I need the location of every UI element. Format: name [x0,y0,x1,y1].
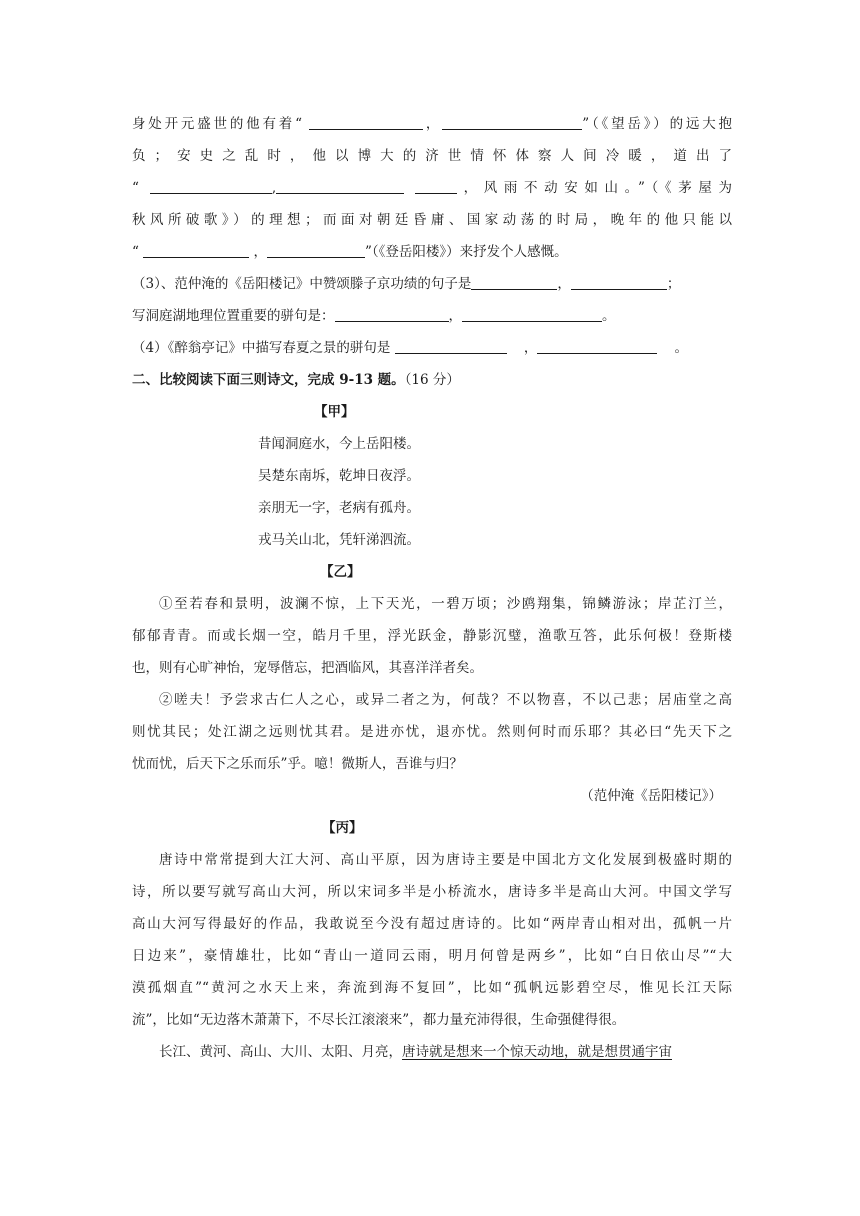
paragraph-line: 诗，所以要写就写高山大河，所以宋词多半是小桥流水，唐诗多半是高山大河。中国文学写 [132,884,732,900]
q8-line-5 [132,236,732,268]
text: ”（《登岳阳楼》）来抒发个人感慨。 [365,244,568,260]
answer-blank[interactable] [442,113,582,130]
answer-blank[interactable] [462,305,602,322]
text: ， [557,276,571,292]
answer-blank[interactable] [471,273,557,290]
text: , [271,180,277,196]
answer-blank[interactable] [150,177,272,194]
poem-label-jia [132,396,732,428]
paragraph-line: 忧而忧，后天下之乐而乐”乎。噫！微斯人，吾谁与归？ [132,756,463,772]
answer-blank[interactable] [571,273,667,290]
q8-part-3-line-2 [132,300,732,332]
q8-part-3-line-1 [132,268,732,300]
text: 【乙】 [320,564,361,580]
text: ， [423,116,443,132]
text: ”（《望岳》）的远大抱 [582,116,733,132]
paragraph-line: 日边来”，豪情雄壮，比如“青山一道同云雨，明月何曾是两乡”，比如“白日依山尽”“大 [132,948,732,964]
poem-line: 亲朋无一字，老病有孤舟。 [258,500,420,516]
source-citation: （范仲淹《岳阳楼记》） [580,788,722,804]
paragraph-line: 高山大河写得最好的作品，我敢说至今没有超过唐诗的。比如“两岸青山相对出，孤帆一片 [132,916,732,932]
text: 身处开元盛世的他有着“ [132,116,303,132]
poem-line: 吴楚东南坼，乾坤日夜浮。 [258,468,420,484]
section-2-heading [132,364,732,396]
answer-blank[interactable] [276,177,404,194]
paragraph-line: 郁郁青青。而或长烟一空，皓月千里，浮光跃金，静影沉璧，渔歌互答，此乐何极！登斯楼 [132,628,732,644]
text: 【甲】 [314,404,355,420]
answer-blank[interactable] [309,113,423,130]
text: ； [666,276,681,292]
text: 长江、黄河、高山、大川、太阳、月亮， [159,1044,402,1060]
poem-line: 昔闻洞庭水，今上岳阳楼。 [258,436,420,452]
answer-blank[interactable] [395,337,507,354]
text-label-yi [132,556,732,588]
q8-line-1 [132,108,732,140]
paragraph-line: 则忧其民；处江湖之远则忧其君。是进亦忧，退亦忧。然则何时而乐耶？其必曰“先天下之 [132,724,732,740]
text: ， [448,308,462,324]
answer-blank[interactable] [537,337,657,354]
q8-part-4 [132,332,732,364]
paragraph-line: 唐诗中常常提到大江大河、高山平原，因为唐诗主要是中国北方文化发展到极盛时期的 [159,852,732,868]
q8-line-4: 秋风所破歌》）的理想；而面对朝廷昏庸、国家动荡的时局，晚年的他只能以 [132,212,732,228]
text: ，风雨不动安如山。”（《茅屋为 [457,180,733,196]
paragraph-line: 流”，比如“无边落木萧萧下，不尽长江滚滚来”，都力量充沛得很，生命强健得很。 [132,1012,626,1028]
text-label-bing [132,812,732,844]
q8-line-3 [132,172,732,204]
text: 【丙】 [322,820,363,836]
text: “ [132,180,139,196]
document-page [132,108,732,1068]
paragraph-line: 漠孤烟直”“黄河之水天上来，奔流到海不复回”，比如“孤帆远影碧空尽，惟见长江天际 [132,980,732,996]
score: （16 分） [404,372,460,388]
poem-line: 戎马关山北，凭轩涕泗流。 [258,532,420,548]
text: 。 [674,340,688,356]
paragraph-line [132,1036,732,1068]
answer-blank[interactable] [143,241,249,258]
answer-blank[interactable] [415,177,457,194]
text: 写洞庭湖地理位置重要的骈句是： [132,308,335,324]
text: 二、比较阅读下面三则诗文，完成 9-13 题。 [132,372,405,388]
text: （3）、范仲淹的《岳阳楼记》中赞颂滕子京功绩的句子是 [132,276,472,292]
text: （4）《醉翁亭记》中描写春夏之景的骈句是 [132,340,391,356]
q8-line-2: 负；安史之乱时，他以博大的济世情怀体察人间冷暖，道出了 [132,148,732,164]
text: ， [253,244,267,260]
text: “ [132,244,139,260]
answer-blank[interactable] [267,241,365,258]
paragraph-line: ②嗟夫！予尝求古仁人之心，或异二者之为，何哉？不以物喜，不以己悲；居庙堂之高 [159,692,732,708]
paragraph-line: 也，则有心旷神怡，宠辱偕忘，把酒临风，其喜洋洋者矣。 [132,660,483,676]
paragraph-line: ①至若春和景明，波澜不惊，上下天光，一碧万顷；沙鸥翔集，锦鳞游泳；岸芷汀兰， [159,596,732,612]
text: 。 [602,308,616,324]
text: ， [523,340,538,356]
underlined-text: 唐诗就是想来一个惊天动地，就是想贯通宇宙 [402,1044,672,1060]
answer-blank[interactable] [335,305,449,322]
